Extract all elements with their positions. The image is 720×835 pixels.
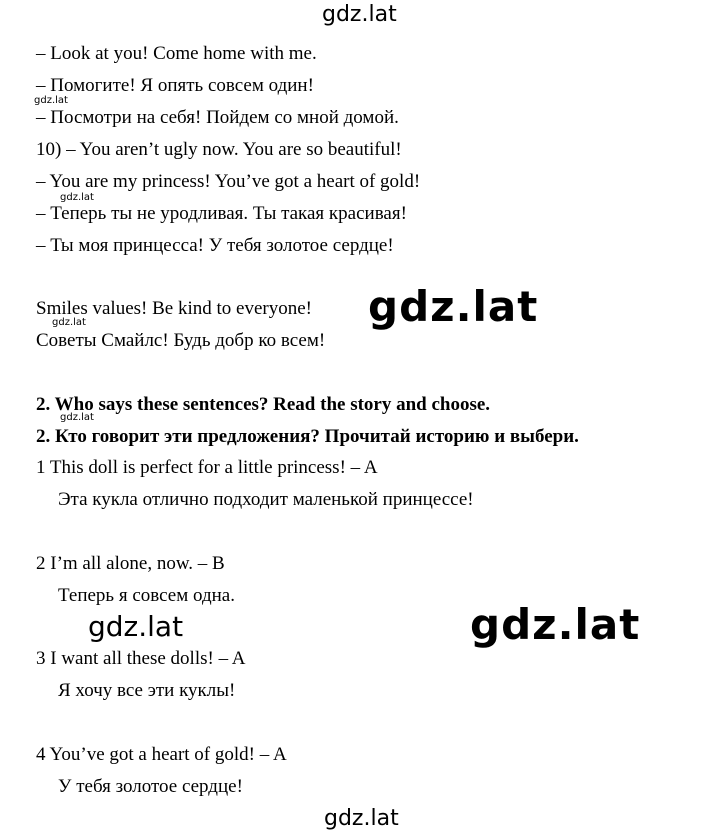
task-item-ru: У тебя золотое сердце! — [58, 776, 243, 797]
watermark-small: gdz.lat — [34, 95, 68, 106]
watermark-top: gdz.lat — [322, 2, 397, 27]
story-line: 10) – You aren’t ugly now. You are so beautiful! — [36, 139, 402, 160]
task-item-ru: Я хочу все эти куклы! — [58, 680, 236, 701]
task-item-en: 4 You’ve got a heart of gold! – A — [36, 744, 287, 765]
story-line: – You are my princess! You’ve got a heart of gold! — [36, 171, 421, 192]
watermark-large: gdz.lat — [470, 600, 641, 649]
task-item-en: 1 This doll is perfect for a little princess! – A — [36, 457, 378, 478]
story-line: – Посмотри на себя! Пойдем со мной домой. — [36, 107, 399, 128]
values-ru: Советы Смайлс! Будь добр ко всем! — [36, 330, 326, 351]
story-line: – Помогите! Я опять совсем один! — [36, 75, 314, 96]
story-line: – Look at you! Come home with me. — [36, 43, 317, 64]
task-item-en: 2 I’m all alone, now. – B — [36, 553, 225, 574]
task-item-en: 3 I want all these dolls! – A — [36, 648, 246, 669]
task-title-ru: 2. Кто говорит эти предложения? Прочитай историю и выбери. — [36, 426, 579, 447]
watermark-small: gdz.lat — [60, 412, 94, 423]
watermark-large: gdz.lat — [368, 282, 539, 331]
task-item-ru: Теперь я совсем одна. — [58, 585, 235, 606]
story-line: – Ты моя принцесса! У тебя золотое сердце! — [36, 235, 394, 256]
watermark-bottom: gdz.lat — [324, 806, 399, 831]
story-line: – Теперь ты не уродливая. Ты такая красивая! — [36, 203, 407, 224]
watermark-small: gdz.lat — [52, 317, 86, 328]
watermark-small: gdz.lat — [60, 192, 94, 203]
values-en: Smiles values! Be kind to everyone! — [36, 298, 312, 319]
watermark-medium: gdz.lat — [88, 610, 184, 643]
task-item-ru: Эта кукла отлично подходит маленькой принцессе! — [58, 489, 474, 510]
task-title-en: 2. Who says these sentences? Read the story and choose. — [36, 394, 491, 415]
